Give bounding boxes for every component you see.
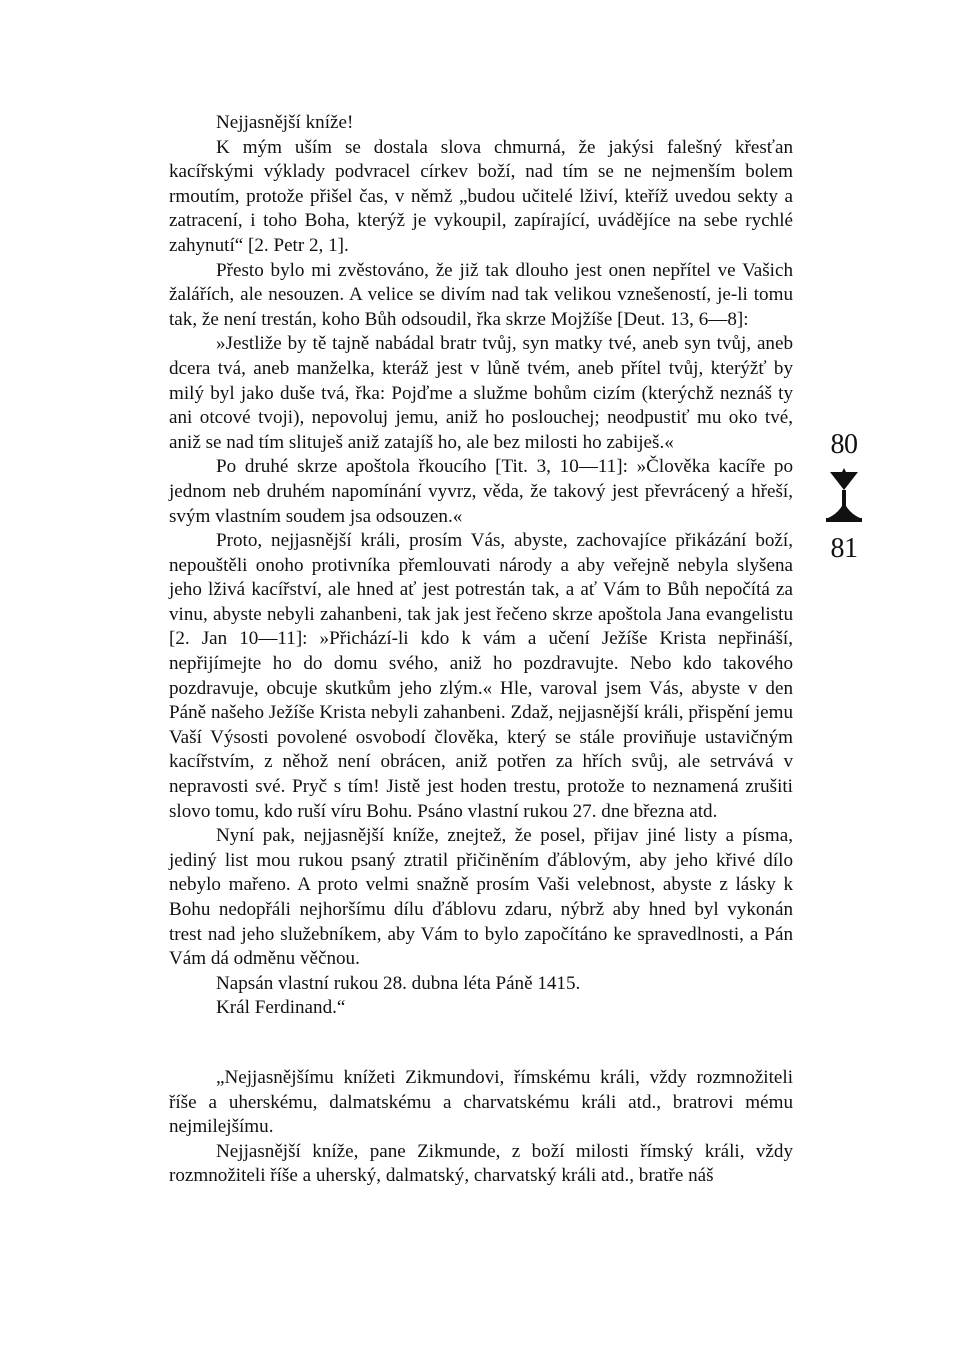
letter-address: „Nejjasnějšímu knížeti Zikmundovi, římskému králi, vždy rozmnožiteli říše a uherskému, dalmatskému a charvatskému králi atd., bratrovi mému nejmilejšímu. (169, 1066, 793, 1138)
paragraph: K mým uším se dostala slova chmurná, že jakýsi falešný křesťan kacířskými výklady podvracel církev boží, nad tím se ne nejmenším bolem rmoutím, protože přišel čas, v němž „budou učitelé lživí, kteříž uvedou sekty a zatracení, i toho Boha, kterýž je vykoupil, zapírající, uvádějíce na sebe rychlé zahynutí“ [2. Petr 2, 1]. (169, 136, 793, 256)
quotation-paragraph: »Jestliže by tě tajně nabádal bratr tvůj, syn matky tvé, aneb syn tvůj, aneb dcera tvá, aneb manželka, kteráž jest v lůně tvém, aneb přítel tvůj, kterýžť by milý byl jako duše tvá, řka: Pojďme a služme bohům cizím (kterýchž neznáš ty ani otcové tvoji), nepovoluj jemu, aniž ho poslouchej; neodpustiť mu oko tvé, aniž se nad tím slituješ aniž zatajíš ho, ale bez milosti ho zabiješ.« (169, 333, 793, 453)
chalice-icon (824, 466, 864, 528)
paragraph: Nejjasnější kníže, pane Zikmunde, z boží milosti římský králi, vždy rozmnožiteli říše a uherský, dalmatský, charvatský králi atd., bratře náš (169, 1140, 793, 1187)
paragraph: Proto, nejjasnější králi, prosím Vás, abyste, zachovajíce přikázání boží, nepouštěli onoho protivníka přemlouvati národy a aby veřejně nebyla slyšena jeho lživá kacířství, ale hned ať jest potrestán tak, a ať Vám to Bůh nepočítá za vinu, abyste nebyli zahanbeni, tak jak jest řečeno skrze apoštola Jana evangelistu [2. Jan 10—11]: »Přichází-li kdo k vám a učení Ježíše Krista nepřináší, nepřijímejte ho do domu svého, aniž ho pozdravujte. Nebo kdo takového pozdravuje, obcuje skutkům jeho zlým.« Hle, varoval jsem Vás, abyste v den Páně našeho Ježíše Krista nebyli zahanbeni. Zdaž, nejjasnější králi, přispění jemu Vaší Výsosti povolené osvobodí člověka, který se stále proviňuje ustavičným kacířstvím, z něhož není obrácen, aniž potřen za hřích svůj, ale setrvává v nepravosti své. Pryč s tím! Jistě jest hoden trestu, protože to neznamená zrušiti slovo tomu, kdo ruší víru Bohu. Psáno vlastní rukou 27. dne března atd. (169, 530, 793, 822)
folio-number-bottom: 81 (830, 533, 858, 564)
folio-number-top: 80 (830, 429, 858, 460)
margin-folio-marker (812, 430, 876, 564)
paragraph: Po druhé skrze apoštola řkoucího [Tit. 3, 10—11]: »Člověka kacíře po jednom neb druhém napomínání vyvrz, věda, že takový jest převrácený a hřeší, svým vlastním soudem jsa odsouzen.« (169, 456, 793, 527)
signature-line: Král Ferdinand.“ (216, 997, 346, 1019)
date-line: Napsán vlastní rukou 28. dubna léta Páně 1415. (216, 972, 581, 994)
salutation: Nejjasnější kníže! (216, 112, 354, 133)
paragraph: Nyní pak, nejjasnější kníže, znejtež, že posel, přijav jiné listy a písma, jediný list mou rukou psaný ztratil přičiněním ďáblovým, aby jeho křivé dílo nebylo mařeno. A proto velmi snažně prosím Vaši velebnost, abyste z lásky k Bohu nedopřáli nejhoršímu dílu ďáblovu zdaru, nýbrž aby hned byl vykonán trest nad jeho služebníkem, aby Vám to bylo započítáno ke spravedlnosti, a Pán Vám dá odměnu věčnou. (169, 825, 793, 970)
main-text-column (169, 111, 793, 1189)
section-gap (169, 1021, 793, 1066)
paragraph: Přesto bylo mi zvěstováno, že již tak dlouho jest onen nepřítel ve Vašich žalářích, ale nesouzen. A velice se divím nad tak velikou vznešeností, je-li tomu tak, že není trestán, koho Bůh odsoudil, řka skrze Mojžíše [Deut. 13, 6—8]: (169, 259, 793, 330)
